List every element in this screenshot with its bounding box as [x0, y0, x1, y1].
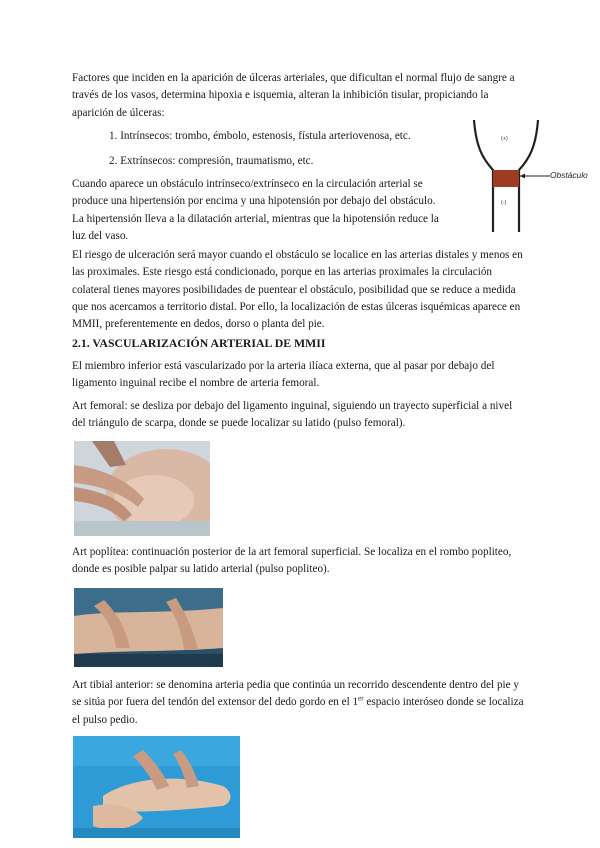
tibial-text-before: Art tibial anterior: se denomina arteria pedia que continúa un recorrido descendente dentro del pie y se sitúa por fuera del tendón del extensor del dedo gordo en el 1 — [72, 679, 520, 709]
artery-diagram-svg — [468, 118, 598, 236]
pressure-plus-label: (+) — [501, 136, 508, 142]
list-item-extrinsic: 2. Extrínsecos: compresión, traumatismo, etc. — [109, 155, 314, 167]
obstacle-diagram — [468, 118, 598, 236]
femoral-pulse-photo — [74, 441, 210, 536]
popliteal-paragraph: Art poplítea: continuación posterior de la art femoral superficial. Se localiza en el rombo popliteo, donde es posible palpar su latido arterial (pulso popliteo). — [72, 546, 512, 576]
obstacle-label: Obstáculo — [550, 170, 588, 180]
tibial-paragraph — [72, 677, 524, 729]
obstacle-arrowhead — [520, 174, 525, 179]
popliteal-pulse-photo — [74, 588, 223, 667]
risk-paragraph: El riesgo de ulceración será mayor cuando el obstáculo se localice en las arterias distales y menos en las proximales. Este riesgo está condicionado, porque en las arterias proximales la circulación colateral tienes mayores posibilidades de puentear el obstáculo, posibilidad que se reduce a medida que nos acercamos a territorio distal. Por ello, la localización de estas úlceras isquémicas aparece en MMII, preferentemente en dedos, dorso o planta del pie. — [72, 249, 523, 331]
pressure-minus-label: (-) — [501, 200, 507, 206]
obstacle-block — [493, 170, 519, 187]
vascularization-paragraph: El miembro inferior está vascularizado por la arteria ilíaca externa, que al pasar por debajo del ligamento inguinal recibe el nombre de arteria femoral. — [72, 360, 495, 390]
tibial-text-after: espacio interóseo donde se localiza el pulso pedio. — [72, 696, 524, 726]
pedal-pulse-photo — [73, 736, 240, 838]
list-item-intrinsic: 1. Intrínsecos: trombo, émbolo, estenosis, fístula arteriovenosa, etc. — [109, 130, 411, 142]
vessel-wall-left — [474, 120, 493, 232]
section-heading: 2.1. VASCULARIZACIÓN ARTERIAL DE MMII — [72, 336, 326, 350]
intro-paragraph: Factores que inciden en la aparición de úlceras arteriales, que dificultan el normal flujo de sangre a través de los vasos, determina hipoxia e isquemia, alteran la inhibición tisular, propiciando la aparición de úlceras: — [72, 72, 515, 119]
obstacle-paragraph: Cuando aparece un obstáculo intrínseco/extrínseco en la circulación arterial se produce una hipertensión por encima y una hipotensión por debajo del obstáculo. La hipertensión lleva a la dilatación arterial, mientras que la hipotensión reduce la luz del vaso. — [72, 178, 439, 242]
femoral-paragraph: Art femoral: se desliza por debajo del ligamento inguinal, siguiendo un trayecto superficial a nivel del triángulo de scarpa, donde se puede localizar su latido (pulso femoral). — [72, 400, 513, 430]
tibial-superscript: er — [358, 694, 364, 703]
